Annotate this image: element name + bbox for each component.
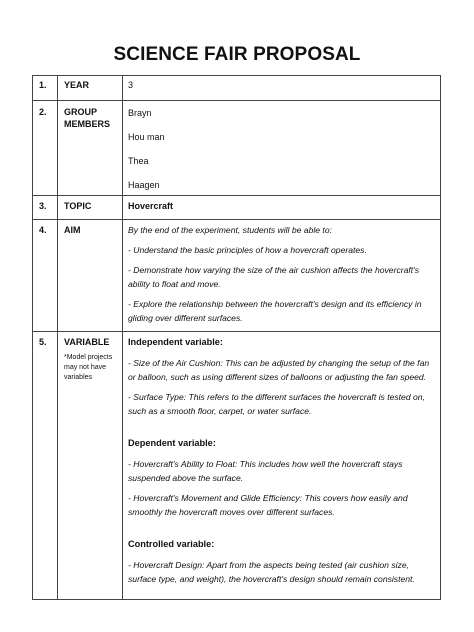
- aim-intro: By the end of the experiment, students will be able to:: [128, 225, 332, 235]
- variable-note: *Model projects may not have variables: [64, 354, 113, 381]
- independent-item: - Size of the Air Cushion: This can be adjusted by changing the setup of the fan or balloon, such as using different sizes of balloons or adjusting the fan speed.: [128, 358, 430, 382]
- aim-item: - Demonstrate how varying the size of the air cushion affects the hovercraft's ability to float and move.: [128, 265, 420, 289]
- group-label-line1: GROUP: [64, 107, 98, 117]
- dependent-item: - Hovercraft's Movement and Glide Efficiency: This covers how easily and smoothly the hovercraft moves over different surfaces.: [128, 493, 408, 517]
- member-name: Hou man: [128, 132, 165, 142]
- row-label-variable: VARIABLE: [64, 337, 110, 347]
- row-label-cell: [58, 196, 123, 220]
- row-number-cell: [33, 76, 58, 101]
- row-aim: [33, 220, 441, 332]
- row-number: 4.: [39, 225, 47, 235]
- dependent-heading: Dependent variable:: [128, 438, 216, 448]
- row-year: [33, 76, 441, 101]
- row-label-group: [58, 101, 122, 130]
- year-value: 3: [128, 80, 134, 90]
- row-value-cell: [123, 220, 441, 332]
- member-name: Brayn: [128, 108, 152, 118]
- row-label-topic: TOPIC: [64, 201, 92, 211]
- member-name: Thea: [128, 156, 149, 166]
- variable-content: [123, 332, 440, 586]
- row-label-cell: [58, 332, 123, 600]
- controlled-heading: Controlled variable:: [128, 539, 215, 549]
- row-number-cell: [33, 196, 58, 220]
- row-group-members: [33, 101, 441, 196]
- aim-item: - Explore the relationship between the hovercraft's design and its efficiency in gliding over different surfaces.: [128, 299, 422, 323]
- topic-value: Hovercraft: [128, 201, 174, 211]
- aim-content: [123, 220, 440, 325]
- row-variable: [33, 332, 441, 600]
- dependent-item: - Hovercraft's Ability to Float: This includes how well the hovercraft stays suspended above the surface.: [128, 459, 403, 483]
- independent-heading: Independent variable:: [128, 337, 223, 347]
- document-title: SCIENCE FAIR PROPOSAL: [113, 44, 361, 65]
- proposal-table: [32, 75, 441, 600]
- row-number-cell: [33, 101, 58, 196]
- row-value-cell: [123, 76, 441, 101]
- row-label-year: YEAR: [64, 80, 90, 90]
- independent-item: - Surface Type: This refers to the different surfaces the hovercraft is tested on, such as a smooth floor, carpet, or water surface.: [128, 392, 425, 416]
- member-list: [123, 101, 440, 195]
- member-name: Haagen: [128, 180, 160, 190]
- row-number: 5.: [39, 337, 47, 347]
- row-value-cell: [123, 332, 441, 600]
- row-value-cell: [123, 101, 441, 196]
- controlled-item: - Hovercraft Design: Apart from the aspects being tested (air cushion size, surface type, and weight), the hovercraft's design should remain consistent.: [128, 560, 415, 584]
- row-label-aim: AIM: [64, 225, 81, 235]
- group-label-line2: MEMBERS: [64, 119, 111, 129]
- row-topic: [33, 196, 441, 220]
- row-number-cell: [33, 220, 58, 332]
- row-label-cell: [58, 101, 123, 196]
- row-number: 3.: [39, 201, 47, 211]
- aim-item: - Understand the basic principles of how a hovercraft operates.: [128, 245, 367, 255]
- row-number: 1.: [39, 80, 47, 90]
- row-value-cell: [123, 196, 441, 220]
- row-number: 2.: [39, 107, 47, 117]
- row-label-cell: [58, 220, 123, 332]
- row-label-cell: [58, 76, 123, 101]
- row-number-cell: [33, 332, 58, 600]
